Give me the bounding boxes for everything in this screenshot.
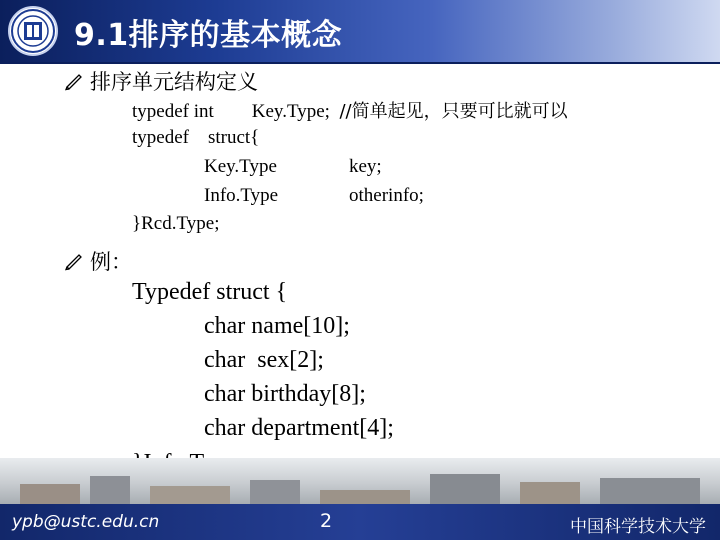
code-field-type: Key.Type [204,156,277,177]
example-line: char department[4]; [204,415,394,441]
example-line: Typedef struct { [132,279,288,305]
example-line: char sex[2]; [204,347,324,373]
campus-photo-strip [0,458,720,504]
pen-icon [64,251,84,271]
university-seal-icon [8,6,58,56]
example-line: char name[10]; [204,313,350,339]
bullet-structure-definition [64,66,258,96]
example-line: char birthday[8]; [204,381,366,407]
section-heading: 例： [90,250,132,274]
code-field-type: Info.Type [204,185,279,206]
code-line-rcdtype: }Rcd.Type; [132,213,220,234]
footer-school-name: 中国科学技术大学 [570,517,706,537]
footer-bar [0,504,720,540]
title-bar [0,0,720,64]
code-line-keytype [132,97,568,123]
footer-email: ypb@ustc.edu.cn [12,512,160,532]
code-field-name: key; [349,156,382,177]
code-line-typedef-struct: typedef struct{ [132,127,260,148]
page-title: 9.1排序的基本概念 [74,18,343,53]
page-number: 2 [320,510,333,532]
code-comment: //简单起见，只要可比就可以 [339,101,568,122]
code-text: typedef int Key.Type; [132,101,340,122]
bullet-example [64,246,132,276]
pen-icon [64,71,84,91]
code-field-name: otherinfo; [349,185,424,206]
section-heading: 排序单元结构定义 [90,70,258,94]
